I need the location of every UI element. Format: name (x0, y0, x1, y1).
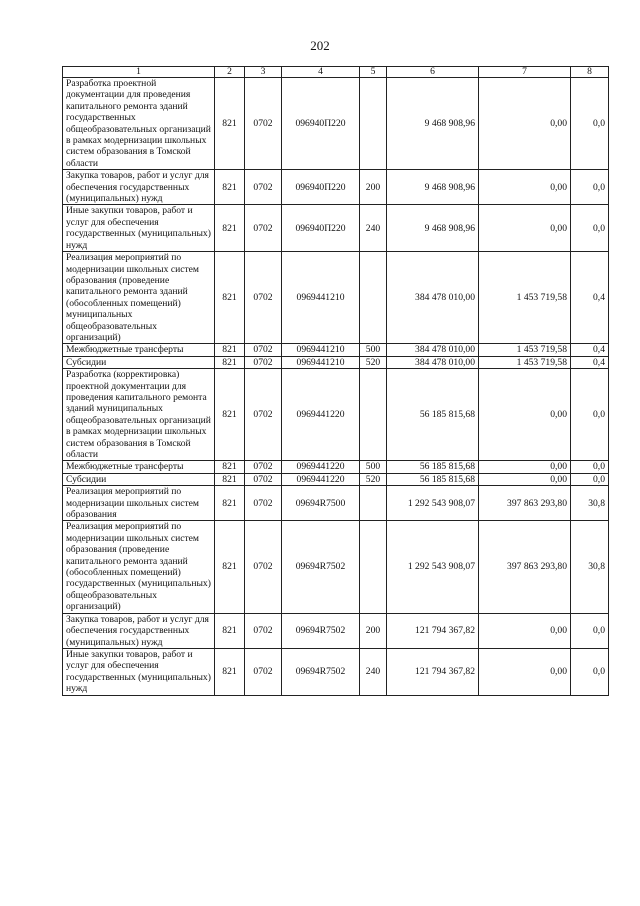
target-article-cell: 0969441210 (282, 356, 360, 368)
executed-amount-cell: 0,00 (479, 613, 571, 648)
executed-amount-cell: 0,00 (479, 205, 571, 252)
table-row (63, 486, 609, 521)
target-article-cell: 09694R7502 (282, 648, 360, 695)
plan-amount-cell: 384 478 010,00 (387, 344, 479, 356)
target-article-cell: 096940П220 (282, 170, 360, 205)
expense-type-cell: 500 (360, 344, 387, 356)
executed-amount-cell: 1 453 719,58 (479, 344, 571, 356)
table-row (63, 170, 609, 205)
executed-amount-cell: 1 453 719,58 (479, 252, 571, 344)
execution-percent-cell: 0,0 (571, 648, 609, 695)
section-code-cell: 0702 (245, 369, 282, 461)
column-header: 6 (387, 67, 479, 78)
execution-percent-cell: 0,0 (571, 170, 609, 205)
expense-type-cell (360, 252, 387, 344)
row-name-cell: Иные закупки товаров, работ и услуг для обеспечения государственных (муниципальных) нужд (63, 205, 215, 252)
column-header: 3 (245, 67, 282, 78)
target-article-cell: 0969441210 (282, 252, 360, 344)
execution-percent-cell: 0,0 (571, 473, 609, 485)
section-code-cell: 0702 (245, 613, 282, 648)
executed-amount-cell: 0,00 (479, 369, 571, 461)
ministry-code-cell: 821 (215, 521, 245, 613)
expense-type-cell (360, 486, 387, 521)
execution-percent-cell: 0,0 (571, 369, 609, 461)
executed-amount-cell: 0,00 (479, 461, 571, 473)
section-code-cell: 0702 (245, 356, 282, 368)
target-article-cell: 096940П220 (282, 205, 360, 252)
executed-amount-cell: 0,00 (479, 78, 571, 170)
row-name-cell: Разработка (корректировка) проектной документации для проведения капитального ремонта зданий муниципальных общеобразовательных организаций в рамках модернизации школьных систем образования в Томской области (63, 369, 215, 461)
executed-amount-cell: 397 863 293,80 (479, 486, 571, 521)
row-name-cell: Реализация мероприятий по модернизации школьных систем образования (проведение капитального ремонта зданий (обособленных помещений) государственных (муниципальных) общеобразовательных организаций) (63, 521, 215, 613)
row-name-cell: Межбюджетные трансферты (63, 461, 215, 473)
plan-amount-cell: 1 292 543 908,07 (387, 521, 479, 613)
row-name-cell: Субсидии (63, 473, 215, 485)
target-article-cell: 09694R7502 (282, 613, 360, 648)
execution-percent-cell: 0,4 (571, 344, 609, 356)
execution-percent-cell: 0,0 (571, 613, 609, 648)
section-code-cell: 0702 (245, 78, 282, 170)
table-row (63, 613, 609, 648)
expense-type-cell: 200 (360, 170, 387, 205)
target-article-cell: 0969441210 (282, 344, 360, 356)
expense-type-cell: 200 (360, 613, 387, 648)
table-row (63, 205, 609, 252)
target-article-cell: 0969441220 (282, 461, 360, 473)
section-code-cell: 0702 (245, 473, 282, 485)
target-article-cell: 096940П220 (282, 78, 360, 170)
row-name-cell: Реализация мероприятий по модернизации школьных систем образования (проведение капитального ремонта зданий (обособленных помещений) муниципальных общеобразовательных организаций) (63, 252, 215, 344)
section-code-cell: 0702 (245, 648, 282, 695)
ministry-code-cell: 821 (215, 252, 245, 344)
table-row (63, 356, 609, 368)
execution-percent-cell: 0,0 (571, 205, 609, 252)
table-row (63, 461, 609, 473)
plan-amount-cell: 9 468 908,96 (387, 78, 479, 170)
row-name-cell: Иные закупки товаров, работ и услуг для обеспечения государственных (муниципальных) нужд (63, 648, 215, 695)
execution-percent-cell: 0,0 (571, 461, 609, 473)
plan-amount-cell: 9 468 908,96 (387, 205, 479, 252)
ministry-code-cell: 821 (215, 473, 245, 485)
executed-amount-cell: 0,00 (479, 648, 571, 695)
section-code-cell: 0702 (245, 170, 282, 205)
execution-percent-cell: 30,8 (571, 486, 609, 521)
plan-amount-cell: 56 185 815,68 (387, 473, 479, 485)
column-header: 1 (63, 67, 215, 78)
ministry-code-cell: 821 (215, 486, 245, 521)
target-article-cell: 0969441220 (282, 473, 360, 485)
row-name-cell: Разработка проектной документации для проведения капитального ремонта зданий государственных общеобразовательных организаций в рамках модернизации школьных систем образования в Томской области (63, 78, 215, 170)
table-header (63, 67, 609, 78)
executed-amount-cell: 397 863 293,80 (479, 521, 571, 613)
plan-amount-cell: 384 478 010,00 (387, 356, 479, 368)
expense-type-cell: 500 (360, 461, 387, 473)
executed-amount-cell: 1 453 719,58 (479, 356, 571, 368)
column-header: 5 (360, 67, 387, 78)
section-code-cell: 0702 (245, 486, 282, 521)
ministry-code-cell: 821 (215, 344, 245, 356)
table-row (63, 344, 609, 356)
expense-type-cell: 520 (360, 356, 387, 368)
row-name-cell: Закупка товаров, работ и услуг для обеспечения государственных (муниципальных) нужд (63, 170, 215, 205)
table-row (63, 369, 609, 461)
row-name-cell: Закупка товаров, работ и услуг для обеспечения государственных (муниципальных) нужд (63, 613, 215, 648)
budget-table (62, 66, 609, 696)
column-header: 4 (282, 67, 360, 78)
ministry-code-cell: 821 (215, 613, 245, 648)
target-article-cell: 0969441220 (282, 369, 360, 461)
column-header: 7 (479, 67, 571, 78)
table-row (63, 78, 609, 170)
executed-amount-cell: 0,00 (479, 170, 571, 205)
expense-type-cell (360, 521, 387, 613)
plan-amount-cell: 384 478 010,00 (387, 252, 479, 344)
column-header: 2 (215, 67, 245, 78)
expense-type-cell (360, 78, 387, 170)
expense-type-cell: 240 (360, 205, 387, 252)
ministry-code-cell: 821 (215, 369, 245, 461)
plan-amount-cell: 121 794 367,82 (387, 613, 479, 648)
expense-type-cell: 240 (360, 648, 387, 695)
target-article-cell: 09694R7500 (282, 486, 360, 521)
execution-percent-cell: 30,8 (571, 521, 609, 613)
plan-amount-cell: 1 292 543 908,07 (387, 486, 479, 521)
row-name-cell: Реализация мероприятий по модернизации школьных систем образования (63, 486, 215, 521)
ministry-code-cell: 821 (215, 648, 245, 695)
executed-amount-cell: 0,00 (479, 473, 571, 485)
execution-percent-cell: 0,4 (571, 356, 609, 368)
column-header: 8 (571, 67, 609, 78)
plan-amount-cell: 56 185 815,68 (387, 369, 479, 461)
table-row (63, 648, 609, 695)
section-code-cell: 0702 (245, 252, 282, 344)
ministry-code-cell: 821 (215, 205, 245, 252)
section-code-cell: 0702 (245, 205, 282, 252)
plan-amount-cell: 121 794 367,82 (387, 648, 479, 695)
ministry-code-cell: 821 (215, 170, 245, 205)
execution-percent-cell: 0,0 (571, 78, 609, 170)
plan-amount-cell: 56 185 815,68 (387, 461, 479, 473)
expense-type-cell: 520 (360, 473, 387, 485)
ministry-code-cell: 821 (215, 461, 245, 473)
table-row (63, 521, 609, 613)
section-code-cell: 0702 (245, 344, 282, 356)
ministry-code-cell: 821 (215, 78, 245, 170)
page-number: 202 (310, 38, 330, 53)
section-code-cell: 0702 (245, 461, 282, 473)
plan-amount-cell: 9 468 908,96 (387, 170, 479, 205)
ministry-code-cell: 821 (215, 356, 245, 368)
expense-type-cell (360, 369, 387, 461)
section-code-cell: 0702 (245, 521, 282, 613)
row-name-cell: Субсидии (63, 356, 215, 368)
table-body (63, 78, 609, 696)
table-row (63, 473, 609, 485)
table-row (63, 252, 609, 344)
row-name-cell: Межбюджетные трансферты (63, 344, 215, 356)
header-row (63, 67, 609, 78)
target-article-cell: 09694R7502 (282, 521, 360, 613)
execution-percent-cell: 0,4 (571, 252, 609, 344)
